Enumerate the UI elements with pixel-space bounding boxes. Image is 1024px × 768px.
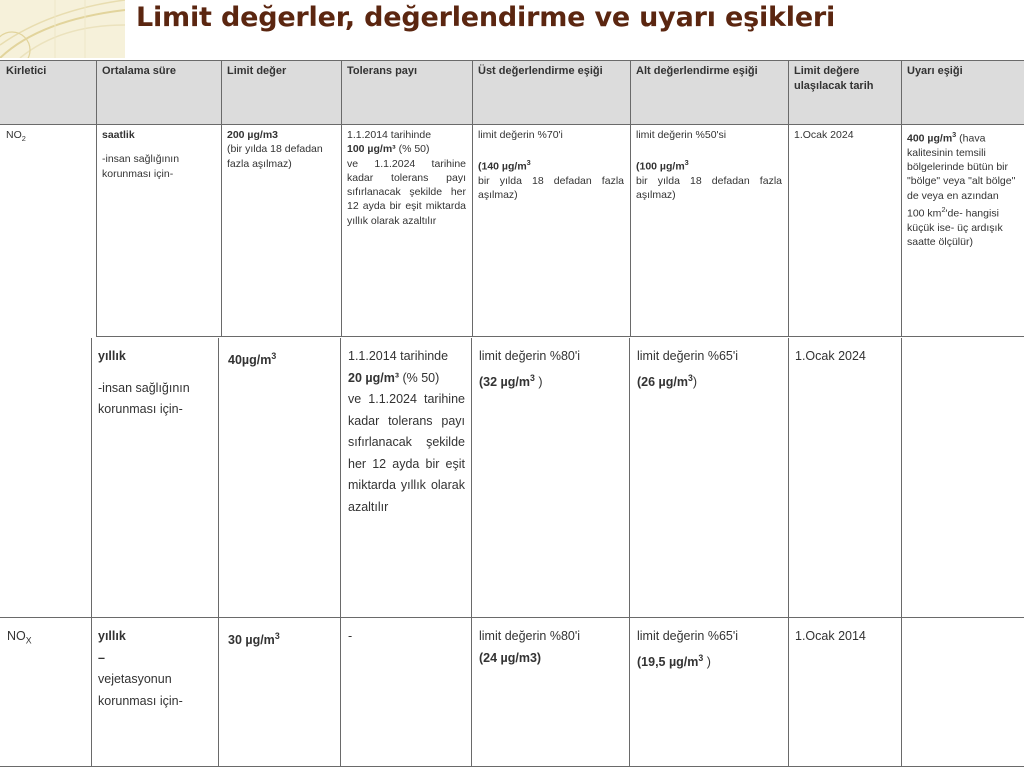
- grid-line: [0, 60, 1024, 61]
- row1-uyari-desc-sup: 2: [941, 204, 946, 214]
- header-alt: [630, 60, 788, 124]
- row1-pollutant: NO: [6, 129, 22, 141]
- row1-pollutant-sub: 2: [21, 134, 26, 144]
- row3-limit-sup: 3: [274, 631, 280, 641]
- row1-alt-note: bir yılda 18 defadan fazla aşılmaz): [636, 175, 782, 202]
- row3-alt-value: (19,5 µg/m: [637, 654, 699, 669]
- row1-limit: [221, 124, 341, 336]
- row2-tolerans: [341, 338, 472, 616]
- row2-sure-label: yıllık: [98, 349, 126, 363]
- grid-line: [630, 60, 631, 336]
- row2-tol-date: 1.1.2014 tarihinde: [348, 349, 449, 363]
- row1-tarih: [788, 124, 901, 336]
- grid-line: [901, 338, 902, 618]
- row1-limit-note: (bir yılda 18 defadan fazla aşılmaz): [227, 143, 323, 170]
- grid-line: [0, 766, 1024, 767]
- row1-alt-sup: 3: [684, 158, 689, 168]
- grid-line: [218, 617, 219, 767]
- grid-line: [629, 617, 630, 767]
- grid-line: [91, 338, 92, 618]
- grid-line: [629, 338, 630, 618]
- row3-pollutant-sub: X: [25, 635, 32, 646]
- row3-pollutant: NO: [7, 629, 26, 643]
- row2-tol-value: 20: [348, 370, 362, 385]
- row1-ust-note: bir yılda 18 defadan fazla aşılmaz): [478, 175, 624, 202]
- row3-alt-sup: 3: [698, 652, 704, 663]
- grid-line: [96, 60, 97, 336]
- row1-alt-pct: limit değerin %50'si: [636, 129, 727, 141]
- grid-line: [218, 338, 219, 618]
- row3-alt-end: ): [703, 654, 711, 669]
- row2-limit-value: 40µg/m: [228, 353, 272, 368]
- row1-ust-pct: limit değerin %70'i: [478, 129, 563, 141]
- header-ortalama: [96, 60, 221, 124]
- row2-alt-end: ): [692, 374, 698, 389]
- row3-ust-pct: limit değerin %80'i: [479, 629, 581, 643]
- row2-ust: [472, 338, 630, 616]
- header-uyari-label: Uyarı eşiği: [907, 65, 963, 77]
- row3-ust: [472, 618, 630, 768]
- grid-line: [788, 338, 789, 618]
- grid-line: [0, 617, 1024, 618]
- row1-uyari-value: 400 µg/m: [907, 132, 953, 145]
- row1-ust-sup: 3: [526, 158, 531, 168]
- grid-line: [472, 60, 473, 336]
- grid-line: [221, 60, 222, 336]
- row3-limit: [221, 618, 341, 768]
- row3-sure-label: yıllık: [98, 629, 126, 643]
- grid-line: [901, 60, 902, 336]
- row2-alt-value: (26 µg/m: [637, 374, 688, 389]
- grid-line: [788, 617, 789, 767]
- row1-sure-desc: -insan sağlığının korunması için-: [102, 153, 180, 180]
- row2-limit-sup: 3: [271, 351, 277, 361]
- row1-uyari-sup: 3: [952, 130, 957, 139]
- row2-tol-desc: ve 1.1.2024 tarihine kadar tolerans payı sıfırlanacak şekilde her 12 ayda bir eşit miktarda yıllık olarak azaltılır: [348, 392, 465, 514]
- header-kirletici: [0, 60, 96, 124]
- row2-ust-pct: limit değerin %80'i: [479, 349, 581, 363]
- row1-kirletici: [0, 124, 96, 336]
- grid-line: [0, 124, 1024, 125]
- row3-sure: [91, 618, 221, 768]
- row1-alt-value: (100 µg/m: [636, 160, 685, 173]
- grid-line: [96, 336, 1024, 337]
- page-title: Limit değerler, değerlendirme ve uyarı eşikleri: [136, 2, 836, 33]
- row1-tol-value: 100 µg/m³: [347, 143, 396, 156]
- row1-tol-pct: (% 50): [398, 143, 430, 156]
- grid-line: [340, 617, 341, 767]
- row1-tol-date: 1.1.2014 tarihinde: [347, 129, 432, 141]
- header-limit: [221, 60, 341, 124]
- row2-ust-value: (32 µg/m: [479, 374, 530, 389]
- row2-alt-pct: limit değerin %65'i: [637, 349, 739, 363]
- row2-sure: [91, 338, 221, 616]
- row2-alt: [630, 338, 788, 616]
- row2-limit: [221, 338, 341, 616]
- grid-line: [471, 338, 472, 618]
- grid-line: [471, 617, 472, 767]
- row2-ust-end: ): [534, 374, 543, 389]
- header-ust: [472, 60, 630, 124]
- row1-ust-value: (140 µg/m: [478, 160, 527, 173]
- row1-tol-desc: ve 1.1.2024 tarihine kadar tolerans payı sıfırlanacak şekilde her 12 ayda bir eşit miktarda yıllık olarak azaltılır: [347, 157, 466, 227]
- row1-ust: [472, 124, 630, 336]
- row3-sure-dash: –: [98, 650, 105, 665]
- row1-uyari-desc-end: 'de- hangisi küçük ise- üç ardışık saatte ölçülür): [907, 207, 1003, 249]
- row3-tarih-value: 1.Ocak 2014: [795, 629, 866, 643]
- row2-alt-sup: 3: [687, 372, 693, 383]
- corner-decoration: [0, 0, 125, 58]
- grid-line: [340, 338, 341, 618]
- row1-alt: [630, 124, 788, 336]
- grid-line: [91, 617, 92, 767]
- row3-tolerans: [341, 618, 472, 768]
- row2-tarih-value: 1.Ocak 2024: [795, 349, 866, 363]
- row3-sure-desc: vejetasyonun korunması için-: [98, 672, 183, 708]
- row3-limit-value: 30 µg/m: [228, 633, 275, 648]
- grid-line: [788, 60, 789, 336]
- row1-tolerans: [341, 124, 472, 336]
- row1-uyari: [901, 124, 1024, 336]
- row1-limit-value: 200 µg/m3: [227, 129, 278, 141]
- header-tarih-label: Limit değere ulaşılacak tarih: [794, 65, 874, 92]
- row3-ust-value: (24 µg/m3): [479, 650, 542, 665]
- row2-sure-desc: -insan sağlığının korunması için-: [98, 380, 190, 416]
- header-uyari: [901, 60, 1024, 124]
- grid-line: [901, 617, 902, 767]
- row3-tarih: [788, 618, 901, 768]
- header-limit-label: Limit değer: [227, 65, 287, 77]
- row3-kirletici: [0, 618, 91, 768]
- row3-alt: [630, 618, 788, 768]
- row2-tol-pct: (% 50): [402, 370, 440, 385]
- row1-sure: [96, 124, 221, 336]
- row2-tol-unit: µg/m³: [365, 370, 399, 385]
- header-tarih: [788, 60, 901, 124]
- header-alt-label: Alt değerlendirme eşiği: [636, 65, 758, 77]
- row2-ust-sup: 3: [529, 372, 535, 383]
- row3-alt-pct: limit değerin %65'i: [637, 629, 739, 643]
- header-tolerans: [341, 60, 472, 124]
- header-ortalama-label: Ortalama süre: [102, 65, 176, 77]
- grid-line: [341, 60, 342, 336]
- row1-tarih-value: 1.Ocak 2024: [794, 129, 854, 141]
- header-tolerans-label: Tolerans payı: [347, 65, 418, 77]
- row2-tarih: [788, 338, 901, 616]
- row1-sure-label: saatlik: [102, 129, 135, 141]
- header-ust-label: Üst değerlendirme eşiği: [478, 65, 603, 77]
- header-kirletici-label: Kirletici: [6, 65, 47, 77]
- row3-tol-value: -: [348, 629, 353, 643]
- row1-uyari-desc: (hava kalitesinin temsili bölgelerinde bütün bir "bölge" veya "alt bölge" de veya en azından 100 km: [907, 132, 1016, 220]
